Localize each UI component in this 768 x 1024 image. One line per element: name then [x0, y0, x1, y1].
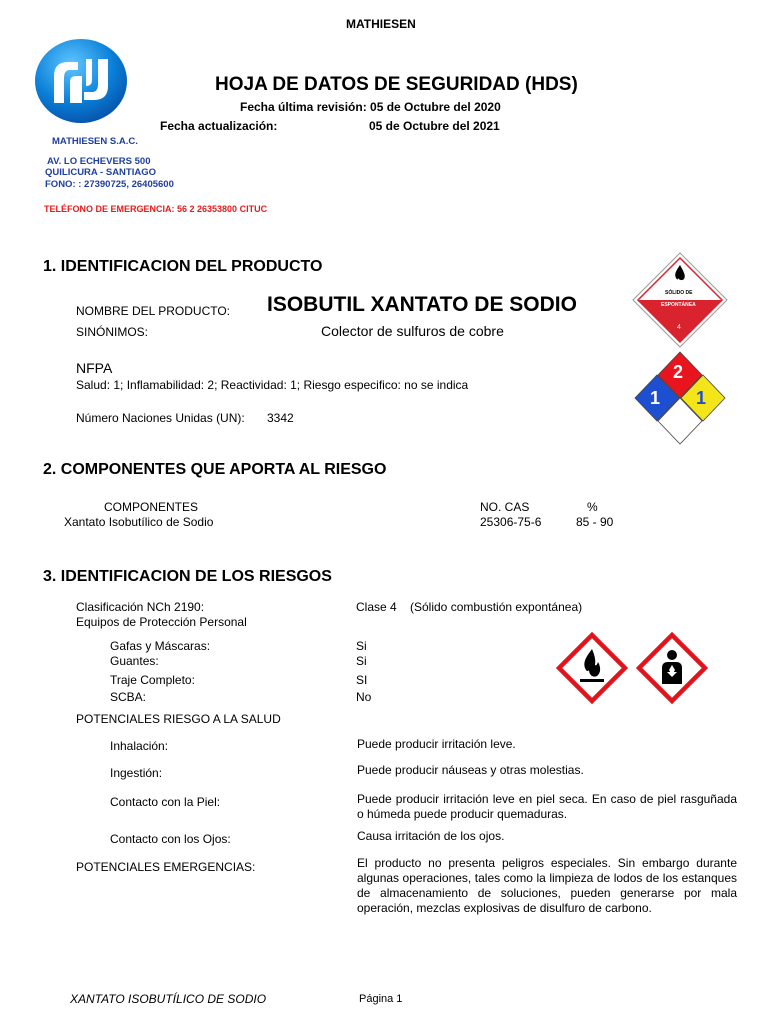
skin-contact-label: Contacto con la Piel: [110, 795, 221, 809]
health-risks-label: POTENCIALES RIESGO A LA SALUD [76, 712, 281, 726]
placard-line-2: COMBUSTIÓN [661, 296, 696, 302]
classification-value: Clase 4 [356, 600, 397, 614]
component-pct: 85 - 90 [576, 515, 614, 529]
placard-line-1: SÓLIDO DE [665, 290, 693, 296]
nfpa-flammability: 2 [673, 362, 684, 382]
revision-date: Fecha última revisión: 05 de Octubre del 2020 [240, 100, 501, 114]
col-cas: NO. CAS [480, 500, 530, 514]
company-name: MATHIESEN S.A.C. [52, 136, 138, 147]
footer-page: Página 1 [359, 993, 403, 1005]
classification-desc: (Sólido combustión expontánea) [410, 600, 583, 614]
eye-contact-label: Contacto con los Ojos: [110, 832, 231, 846]
ppe-gloves-value: Si [356, 654, 367, 668]
section-2-title: 2. COMPONENTES QUE APORTA AL RIESGO [43, 461, 387, 478]
footer-product: XANTATO ISOBUTÍLICO DE SODIO [70, 992, 267, 1006]
eye-contact-value: Causa irritación de los ojos. [357, 829, 505, 843]
component-name: Xantato Isobutílico de Sodio [64, 515, 214, 529]
ingestion-value: Puede producir náuseas y otras molestias. [357, 763, 584, 777]
ppe-suit-value: SI [356, 673, 368, 687]
product-label: NOMBRE DEL PRODUCTO: [76, 304, 231, 318]
company-address-2: QUILICURA - SANTIAGO [45, 167, 157, 178]
section-1-title: 1. IDENTIFICACION DEL PRODUCTO [43, 258, 323, 275]
emergency-phone: TELÉFONO DE EMERGENCIA: 56 2 26353800 CITUC [44, 204, 268, 214]
placard-class: 4 [677, 324, 681, 331]
page-title: HOJA DE DATOS DE SEGURIDAD (HDS) [215, 74, 578, 95]
ppe-goggles-value: Si [356, 639, 367, 653]
ingestion-label: Ingestión: [110, 766, 163, 780]
col-components: COMPONENTES [104, 500, 199, 514]
nfpa-health: 1 [650, 388, 661, 408]
product-name: ISOBUTIL XANTATO DE SODIO [267, 293, 577, 316]
synonyms-label: SINÓNIMOS: [76, 325, 149, 339]
nfpa-diamond [634, 351, 726, 445]
synonyms-value: Colector de sulfuros de cobre [321, 323, 504, 339]
update-date: 05 de Octubre del 2021 [369, 119, 500, 133]
col-pct: % [587, 500, 598, 514]
section-3-title: 3. IDENTIFICACION DE LOS RIESGOS [43, 568, 332, 585]
skin-contact-value: Puede producir irritación leve en piel seca. En caso de piel rasguñada o húmeda puede producir quemaduras. [357, 792, 737, 821]
nfpa-label: NFPA [76, 360, 113, 376]
spontaneous-combustion-placard [632, 252, 728, 348]
ppe-scba-label: SCBA: [110, 690, 147, 704]
inhalation-value: Puede producir irritación leve. [357, 737, 516, 751]
ppe-gloves-label: Guantes: [110, 654, 159, 668]
classification-label: Clasificación NCh 2190: [76, 600, 205, 614]
ghs-flammable-icon [556, 632, 628, 704]
un-label: Número Naciones Unidas (UN): [76, 411, 245, 425]
component-cas: 25306-75-6 [480, 515, 542, 529]
company-phone: FONO: : 27390725, 26405600 [45, 179, 174, 190]
emergencies-label: POTENCIALES EMERGENCIAS: [76, 860, 256, 874]
emergencies-value: El producto no presenta peligros especiales. Sin embargo durante algunas operaciones, tales como la limpieza de lodos de los estanques de almacenamiento de soluciones, pueden generarse por mala operación, mezclas explosivas de disulfuro de carbono. [357, 856, 737, 915]
nfpa-detail: Salud: 1; Inflamabilidad: 2; Reactividad: 1; Riesgo especifico: no se indica [76, 378, 469, 392]
update-label: Fecha actualización: [160, 119, 278, 133]
company-logo [34, 38, 128, 124]
inhalation-label: Inhalación: [110, 739, 169, 753]
placard-line-3: ESPONTÁNEA [661, 302, 696, 308]
company-address-1: AV. LO ECHEVERS 500 [47, 156, 151, 167]
ghs-health-hazard-icon [636, 632, 708, 704]
ppe-label: Equipos de Protección Personal [76, 615, 247, 629]
ppe-scba-value: No [356, 690, 372, 704]
ppe-suit-label: Traje Completo: [110, 673, 195, 687]
company-header: MATHIESEN [346, 17, 416, 31]
un-value: 3342 [267, 411, 294, 425]
nfpa-reactivity: 1 [696, 388, 707, 408]
ppe-goggles-label: Gafas y Máscaras: [110, 639, 211, 653]
